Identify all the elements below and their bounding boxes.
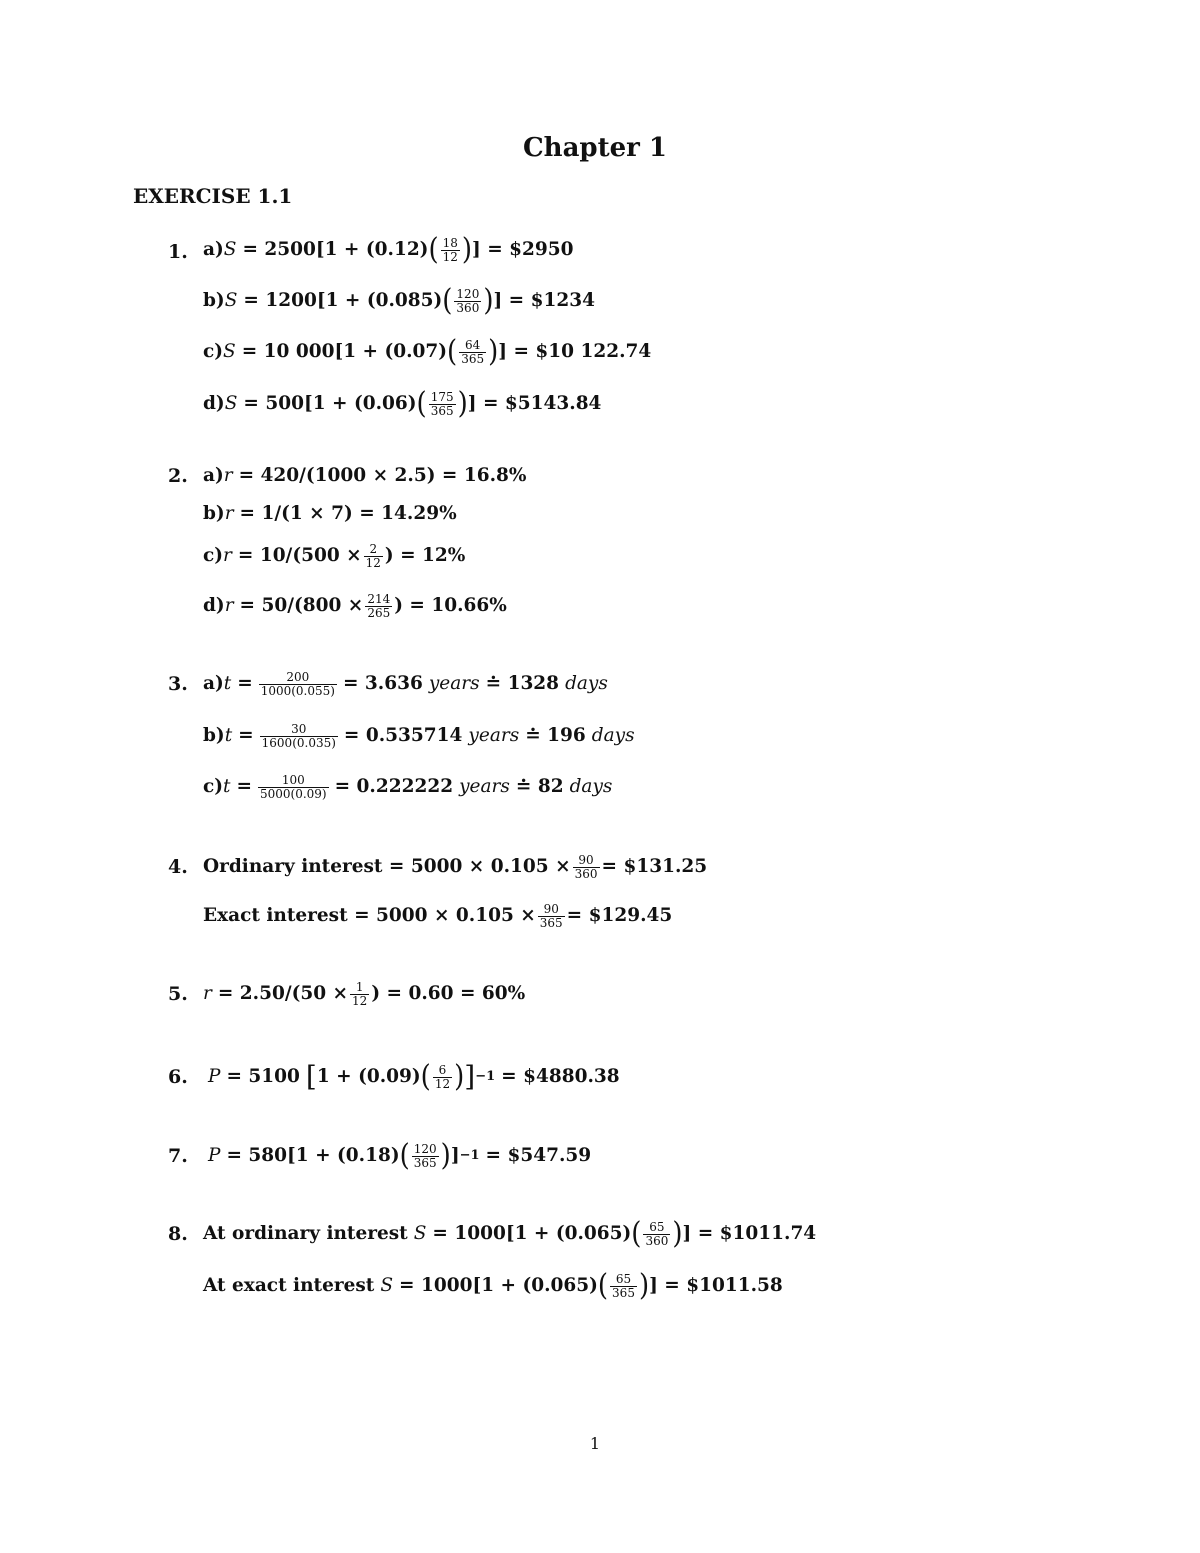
- equation-line: d) r = 50/(800 × $\frac{214}{265}$ ) = 10.66%: [203, 591, 507, 620]
- equation-line: a) S = 2500[1 + (0.12) ( $\frac{18}{12}$ ) ] = $2950: [203, 232, 574, 268]
- equation-line: c) r = 10/(500 × $\frac{2}{12}$ ) = 12%: [203, 541, 466, 570]
- problem-number: 5.: [168, 983, 188, 1005]
- equation-line: r = 2.50/(50 × $\frac{1}{12}$ ) = 0.60 = 60%: [203, 979, 526, 1008]
- equation-line: b) r = 1/(1 × 7) = 14.29%: [203, 503, 457, 524]
- equation-line: Exact interest = 5000 × 0.105 × $\frac{90}{365}$ = $129.45: [203, 901, 673, 930]
- chapter-title: Chapter 1: [522, 133, 667, 163]
- problem-number: 2.: [168, 465, 188, 487]
- equation-line: P = 580[1 + (0.18) ( $\frac{120}{365}$ ) ] −1 = $547.59: [208, 1138, 592, 1174]
- equation-line: c) S = 10 000[1 + (0.07) ( $\frac{64}{365}$ ) ] = $10 122.74: [203, 334, 652, 370]
- equation-line: c) t = $\frac{100}{5000(0.09)}$ = 0.222222 years ≐ 82 days: [203, 772, 613, 801]
- equation-line: b) S = 1200[1 + (0.085) ( $\frac{120}{360}$ ) ] = $1234: [203, 283, 595, 319]
- equation-line: At ordinary interest S = 1000[1 + (0.065) ( $\frac{65}{360}$ ) ] = $1011.74: [203, 1216, 817, 1252]
- problem-number: 6.: [168, 1066, 188, 1088]
- equation-line: Ordinary interest = 5000 × 0.105 × $\frac{90}{360}$ = $131.25: [203, 852, 708, 881]
- problem-number: 4.: [168, 856, 188, 878]
- equation-line: a) t = $\frac{200}{1000(0.055)}$ = 3.636 years ≐ 1328 days: [203, 669, 608, 698]
- problem-number: 7.: [168, 1145, 188, 1167]
- problem-number: 8.: [168, 1223, 188, 1245]
- equation-line: b) t = $\frac{30}{1600(0.035)}$ = 0.535714 years ≐ 196 days: [203, 721, 635, 750]
- equation-line: At exact interest S = 1000[1 + (0.065) ( $\frac{65}{365}$ ) ] = $1011.58: [203, 1268, 783, 1304]
- equation-line: d) S = 500[1 + (0.06) ( $\frac{175}{365}$ ) ] = $5143.84: [203, 386, 602, 422]
- problem-number: 1.: [168, 241, 188, 263]
- exercise-heading: EXERCISE 1.1: [133, 184, 293, 208]
- page-number: 1: [589, 1434, 601, 1453]
- problem-number: 3.: [168, 673, 188, 695]
- equation-line: a) r = 420/(1000 × 2.5) = 16.8%: [203, 465, 527, 486]
- equation-line: P = 5100 [ 1 + (0.09) ( $\frac{6}{12}$ ) ] −1 = $4880.38: [208, 1059, 620, 1095]
